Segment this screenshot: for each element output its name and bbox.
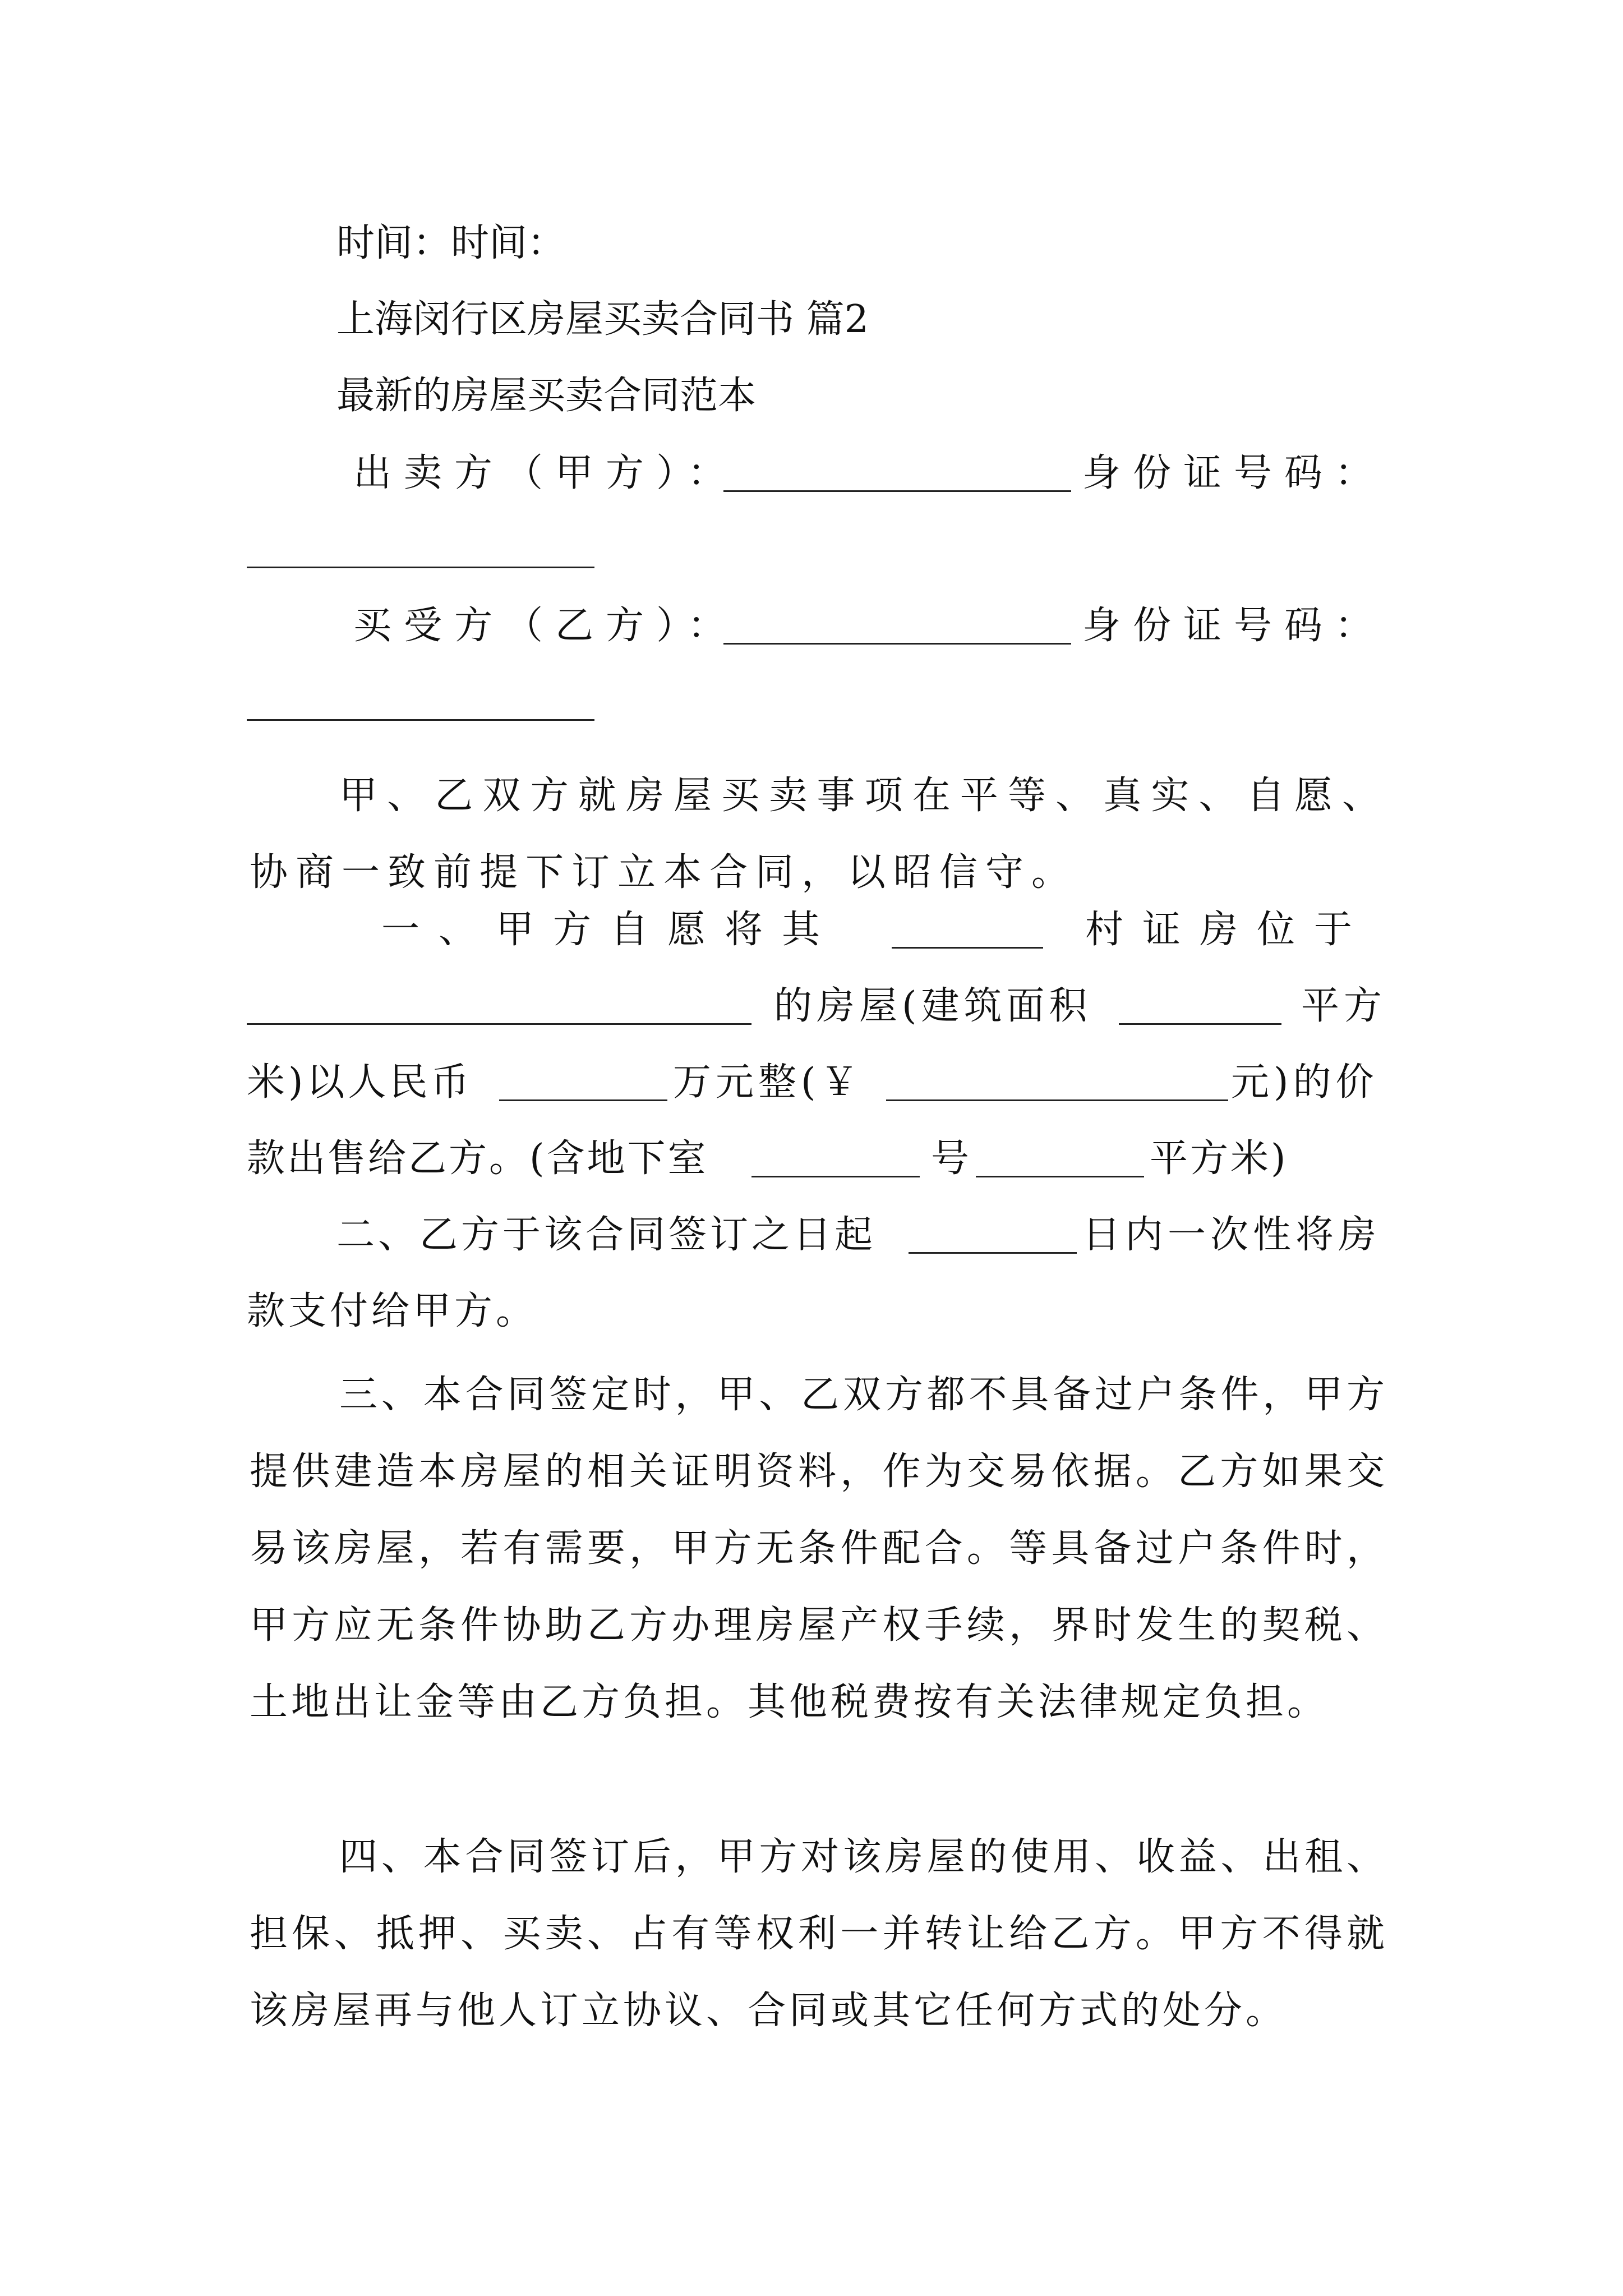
clause2-days-blank: [909, 1252, 1077, 1254]
clause1-line3-e: 米)以人民币: [247, 1060, 473, 1105]
clause1-location-blank: [247, 1023, 751, 1025]
clause1-line4-h: 款出售给乙方。(含地下室: [247, 1137, 708, 1181]
clause2-line1-a: 二、乙方于该合同签订之日起: [336, 1213, 877, 1257]
clause1-line2-c: 的房屋(建筑面积: [774, 984, 1092, 1028]
clause1-line1-b: 村证房位于: [1085, 908, 1372, 952]
time-line: 时间：时间：: [336, 221, 566, 265]
clause2-line1-b: 日内一次性将房: [1082, 1213, 1381, 1257]
seller-name-blank: [723, 490, 1071, 492]
clause1-line3-f: 万元整(￥: [673, 1060, 863, 1105]
intro-paragraph: 甲、乙双方就房屋买卖事项在平等、真实、自愿、协商一致前提下订立本合同，以昭信守。: [250, 774, 1388, 895]
document-subtitle: 最新的房屋买卖合同范本: [336, 374, 757, 418]
clause1-line3-g: 元)的价: [1231, 1060, 1378, 1105]
seller-id-label: 身份证号码：: [1082, 451, 1386, 495]
clause1-line4-i: 号: [931, 1137, 970, 1181]
clause1-area-blank: [1119, 1023, 1281, 1025]
clause1-village-blank: [892, 947, 1043, 949]
clause1-line4-j: 平方米): [1150, 1137, 1288, 1181]
buyer-name-blank: [723, 643, 1071, 645]
clause1-basement-blank: [751, 1176, 920, 1177]
buyer-id-label: 身份证号码：: [1082, 604, 1386, 648]
clause1-amount-blank: [886, 1099, 1228, 1101]
buyer-label: 买受方（乙方）：: [353, 604, 739, 648]
seller-id-blank: [247, 567, 594, 568]
clause3-paragraph: 三、本合同签定时，甲、乙双方都不具备过户条件，甲方提供建造本房屋的相关证明资料，作为交易依据。乙方如果交易该房屋，若有需要，甲方无条件配合。等具备过户条件时，甲方应无条件协助乙方办理房屋产权手续，界时发生的契税、土地出让金等由乙方负担。其他税费按有关法律规定负担。: [250, 1373, 1388, 1724]
clause1-price-blank: [499, 1099, 667, 1101]
clause1-line1-a: 一、甲方自愿将其: [381, 908, 840, 952]
buyer-id-blank: [247, 719, 594, 721]
clause4-paragraph: 四、本合同签订后，甲方对该房屋的使用、收益、出租、担保、抵押、买卖、占有等权利一并转让给乙方。甲方不得就该房屋再与他人订立协议、合同或其它任何方式的处分。: [250, 1835, 1388, 2033]
clause2-line2-c: 款支付给甲方。: [247, 1289, 538, 1333]
document-title: 上海闵行区房屋买卖合同书 篇2: [336, 297, 869, 342]
clause1-line2-d: 平方: [1301, 984, 1387, 1028]
seller-label: 出卖方（甲方）：: [353, 451, 739, 495]
clause1-basement-area-blank: [976, 1176, 1144, 1177]
